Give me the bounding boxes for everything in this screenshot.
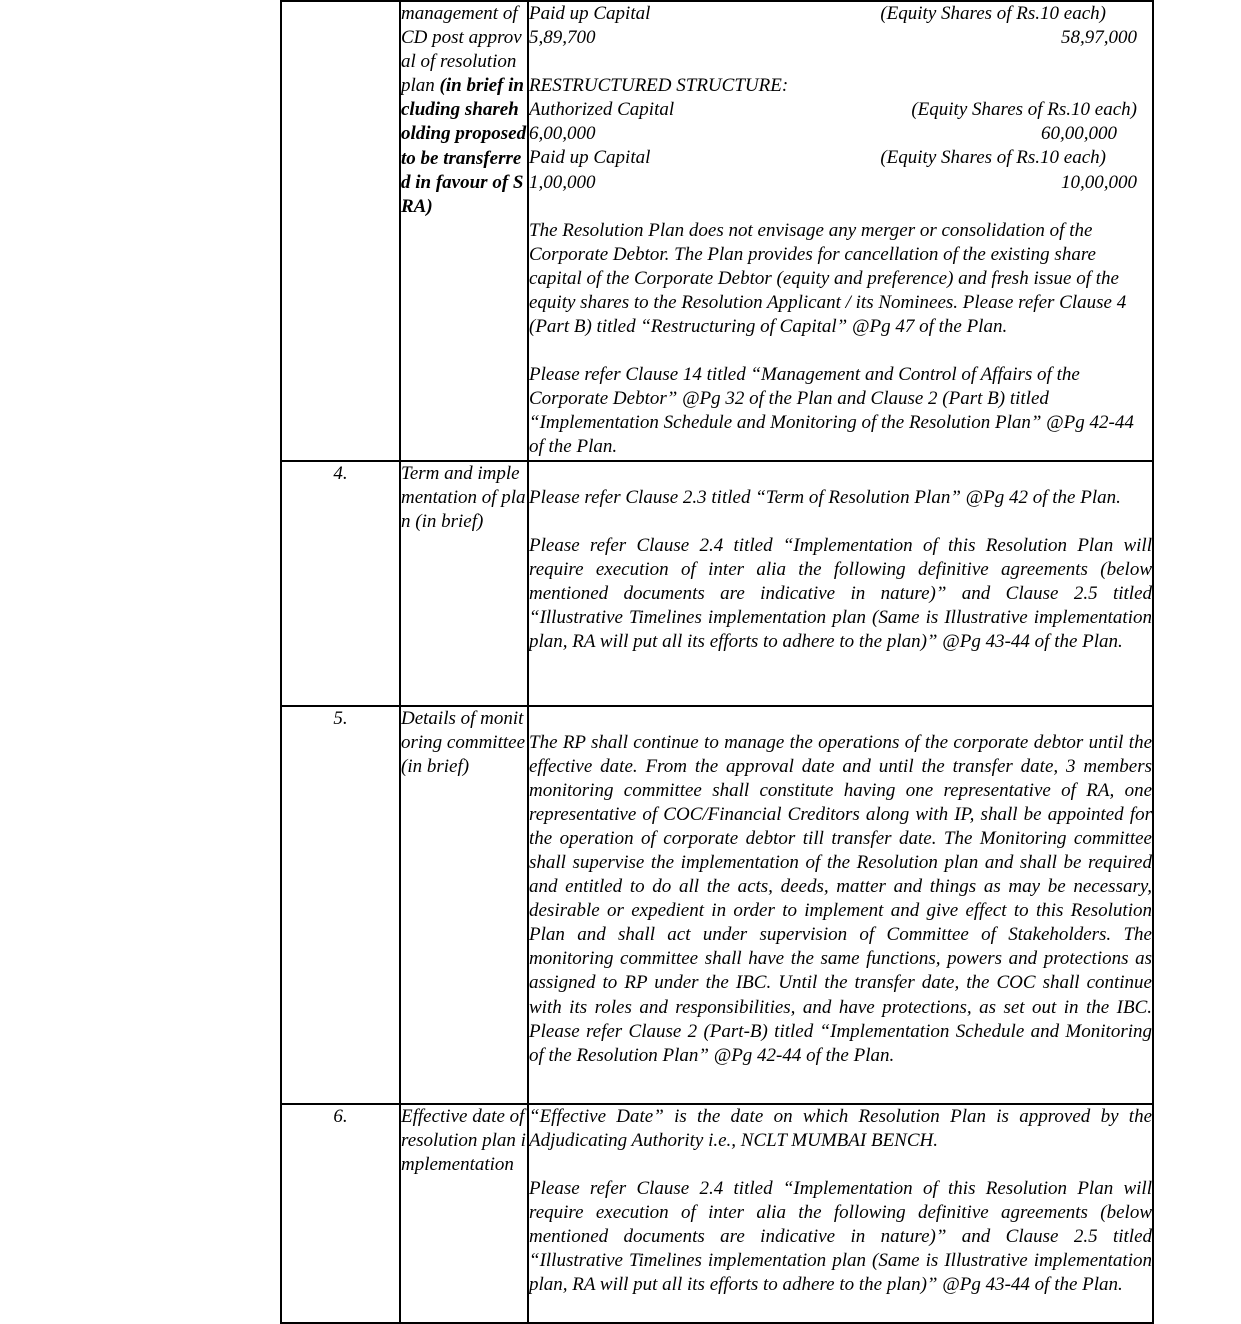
authorized-values [529,122,1152,146]
row-label-text: management of CD post approval of resolution plan [401,3,522,97]
row-label-cell: Details of monitoring committee (in brief) [400,706,528,1104]
existing-paid-amount: 58,97,000 [1061,27,1137,49]
row-label-cell: Effective date of resolution plan implementation [400,1104,528,1323]
authorized-label: Authorized Capital [529,99,675,121]
document-page [280,0,1154,1321]
new-paid-row [529,146,1152,170]
existing-paid-shares: 5,89,700 [529,27,596,49]
management-paragraph: Please refer Clause 14 titled “Management and Control of Affairs of the Corporate Debtor” @Pg 32 of the Plan and Clause 2 (Part B) titled “Implementation Schedule and Monitoring of the Resolution Plan” @Pg 42-44 of the Plan. [529,364,1134,458]
restructuring-paragraph: The Resolution Plan does not envisage any merger or consolidation of the Corporate Debtor. The Plan provides for cancellation of the existing share capital of the Corporate Debtor (equity and preference) and fresh issue of the equity shares to the Resolution Applicant / its Nominees. Please refer Clause 4 (Part B) titled “Restructuring of Capital” @Pg 47 of the Plan. [529,219,1127,338]
table-row [281,1,1153,461]
row-label-cell [400,1,528,461]
row-number-cell: 6. [281,1104,400,1323]
new-paid-note: (Equity Shares of Rs.10 each) [880,147,1106,169]
row-number-cell: 5. [281,706,400,1104]
monitoring-paragraph: The RP shall continue to manage the operations of the corporate debtor until the effective date. From the approval date and until the transfer date, 3 members monitoring committee shall constitute having one representative of RA, one representative of COC/Financial Creditors along with IP, shall be appointed for the operation of corporate debtor till transfer date. The Monitoring committee shall supervise the implementation of the Resolution plan and shall be required and entitled to do all the acts, deeds, matter and things as may be necessary, desirable or expedient in order to implement and give effect to this Resolution Plan and shall act under supervision of Committee of Stakeholders. The monitoring committee shall have the same functions, powers and protections as assigned to RP under the IBC. Until the transfer date, the COC shall continue with its roles and responsibilities, and have protections, as set out in the IBC. Please refer Clause 2 (Part-B) titled “Implementation Schedule and Monitoring of the Resolution Plan” @Pg 42-44 of the Plan. [529,731,1152,1066]
existing-paid-label: Paid up Capital [529,3,651,24]
implementation-paragraph: Please refer Clause 2.4 titled “Implementation of this Resolution Plan will require execution of inter alia the following definitive agreements (below mentioned documents are indicative in nature)” and Clause 2.5 titled “Illustrative Timelines implementation plan (Same is Illustrative implementation plan, RA will put all its efforts to adhere to the plan)” @Pg 43-44 of the Plan. [529,534,1152,652]
authorized-amount: 60,00,000 [1041,123,1117,145]
authorized-note: (Equity Shares of Rs.10 each) [911,99,1137,121]
existing-paid-row [529,2,1152,26]
new-paid-shares: 1,00,000 [529,171,596,193]
row-detail-cell [528,1104,1153,1323]
row-number-cell: 4. [281,461,400,706]
effective-date-paragraph: “Effective Date” is the date on which Resolution Plan is approved by the Adjudicating Authority i.e., NCLT MUMBAI BENCH. [529,1105,1152,1151]
term-paragraph: Please refer Clause 2.3 titled “Term of Resolution Plan” @Pg 42 of the Plan. [529,486,1121,508]
row-detail-cell [528,1,1153,461]
row-detail-cell [528,706,1153,1104]
implementation-paragraph: Please refer Clause 2.4 titled “Implementation of this Resolution Plan will require execution of inter alia the following definitive agreements (below mentioned documents are indicative in nature)” and Clause 2.5 titled “Illustrative Timelines implementation plan (Same is Illustrative implementation plan, RA will put all its efforts to adhere to the plan)” @Pg 43-44 of the Plan. [529,1177,1152,1296]
row-label-cell: Term and implementation of plan (in brief) [400,461,528,706]
new-paid-amount: 10,00,000 [1061,171,1137,193]
authorized-shares: 6,00,000 [529,123,596,145]
row-detail-cell [528,461,1153,706]
existing-paid-note: (Equity Shares of Rs.10 each) [880,3,1106,24]
table-row [281,706,1153,1104]
table-row [281,1104,1153,1323]
authorized-row [529,98,1152,122]
table-row [281,461,1153,706]
resolution-plan-table [280,0,1154,1324]
new-paid-values [529,171,1152,195]
new-paid-label: Paid up Capital [529,147,651,169]
row-label-bold-text: (in brief including shareholding proposed to be transferred in favour of SRA) [401,75,527,217]
existing-paid-values [529,26,1152,50]
row-number-cell [281,1,400,461]
restructured-heading: RESTRUCTURED STRUCTURE: [529,75,789,97]
